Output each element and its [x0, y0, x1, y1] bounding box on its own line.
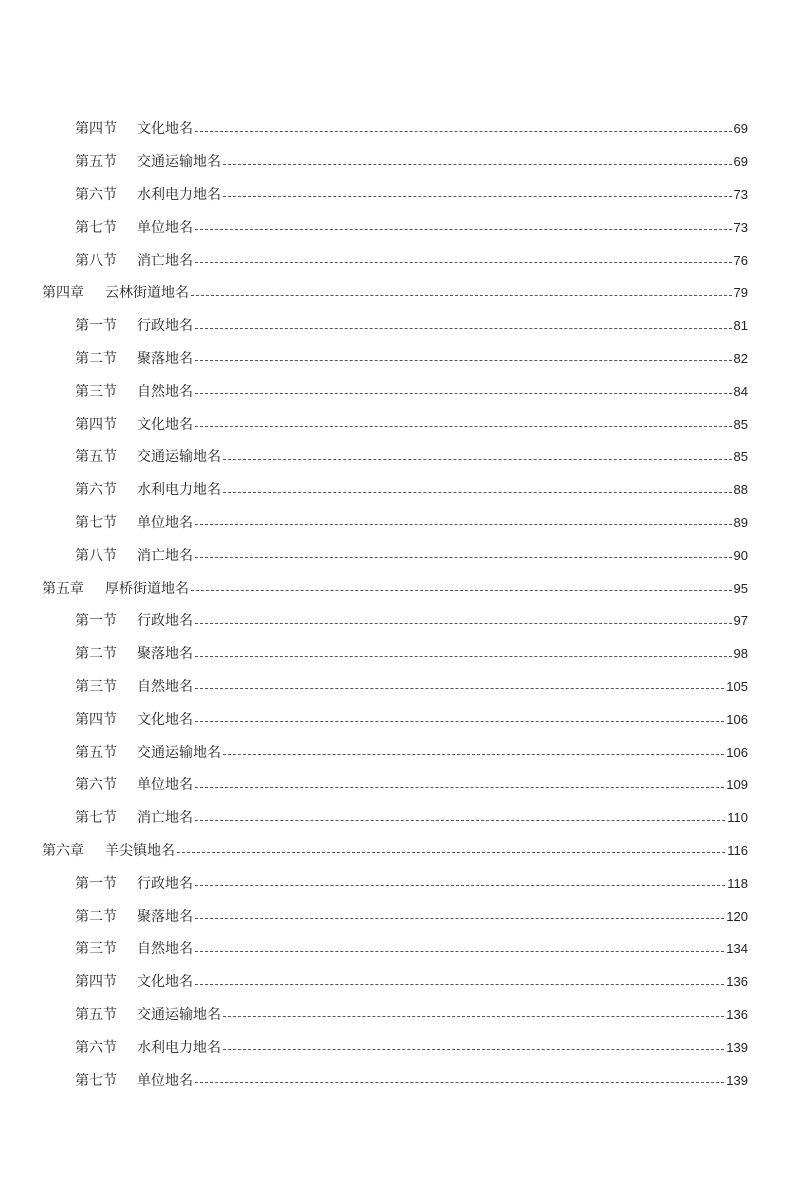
- toc-dot-leader: [191, 590, 732, 591]
- toc-entry-number: 第二节: [75, 646, 117, 663]
- toc-entry-number: 第三节: [75, 678, 117, 695]
- toc-section-entry: [0, 244, 800, 277]
- toc-entry-title: 消亡地名: [137, 810, 193, 827]
- toc-page-number: 76: [733, 252, 748, 268]
- toc-section-entry: [0, 474, 800, 507]
- toc-page-number: 89: [733, 514, 748, 530]
- toc-section-entry: [0, 605, 800, 638]
- toc-dot-leader: [223, 196, 732, 197]
- toc-entry-number: 第六章: [42, 842, 84, 859]
- toc-page-number: 69: [733, 154, 748, 170]
- toc-entry-title: 自然地名: [137, 941, 193, 958]
- toc-dot-leader: [223, 1016, 724, 1017]
- toc-entry-number: 第七节: [75, 810, 117, 827]
- toc-page-number: 85: [733, 416, 748, 432]
- toc-entry-title: 水利电力地名: [137, 482, 221, 499]
- toc-dot-leader: [195, 131, 732, 132]
- toc-entry-title: 厚桥街道地名: [105, 580, 189, 597]
- toc-entry-number: 第一节: [75, 613, 117, 630]
- toc-entry-title: 水利电力地名: [137, 1039, 221, 1056]
- toc-page-number: 109: [726, 777, 748, 793]
- toc-section-entry: [0, 113, 800, 146]
- toc-entry-number: 第八节: [75, 547, 117, 564]
- toc-entry-title: 云林街道地名: [105, 285, 189, 302]
- toc-chapter-entry: [0, 835, 800, 868]
- toc-section-entry: [0, 179, 800, 212]
- toc-page-number: 118: [727, 875, 748, 891]
- toc-section-entry: [0, 736, 800, 769]
- toc-entry-number: 第五节: [75, 1006, 117, 1023]
- toc-dot-leader: [223, 459, 732, 460]
- toc-entry-title: 文化地名: [137, 974, 193, 991]
- toc-entry-number: 第五章: [42, 580, 84, 597]
- toc-entry-number: 第七节: [75, 1072, 117, 1089]
- toc-page-number: 136: [726, 1006, 748, 1022]
- toc-entry-number: 第四节: [75, 121, 117, 138]
- toc-dot-leader: [195, 623, 732, 624]
- toc-entry-title: 自然地名: [137, 383, 193, 400]
- toc-dot-leader: [195, 393, 732, 394]
- toc-section-entry: [0, 671, 800, 704]
- toc-dot-leader: [223, 164, 732, 165]
- toc-dot-leader: [195, 360, 732, 361]
- table-of-contents: [0, 113, 800, 1097]
- toc-entry-title: 行政地名: [137, 875, 193, 892]
- toc-page-number: 134: [726, 941, 748, 957]
- toc-entry-number: 第二节: [75, 908, 117, 925]
- toc-section-entry: [0, 375, 800, 408]
- toc-dot-leader: [177, 852, 725, 853]
- toc-page-number: 105: [726, 678, 748, 694]
- toc-entry-title: 单位地名: [137, 1072, 193, 1089]
- toc-entry-title: 单位地名: [137, 777, 193, 794]
- toc-section-entry: [0, 900, 800, 933]
- toc-dot-leader: [195, 656, 732, 657]
- toc-section-entry: [0, 146, 800, 179]
- toc-entry-number: 第二节: [75, 350, 117, 367]
- toc-page-number: 85: [733, 449, 748, 465]
- toc-section-entry: [0, 1031, 800, 1064]
- toc-dot-leader: [223, 492, 732, 493]
- toc-section-entry: [0, 211, 800, 244]
- toc-entry-number: 第四节: [75, 974, 117, 991]
- toc-entry-number: 第六节: [75, 1039, 117, 1056]
- toc-entry-title: 聚落地名: [137, 646, 193, 663]
- toc-section-entry: [0, 933, 800, 966]
- toc-dot-leader: [223, 754, 724, 755]
- toc-entry-number: 第一节: [75, 318, 117, 335]
- toc-dot-leader: [195, 721, 724, 722]
- toc-entry-number: 第八节: [75, 252, 117, 269]
- toc-entry-number: 第五节: [75, 744, 117, 761]
- toc-section-entry: [0, 966, 800, 999]
- toc-dot-leader: [195, 787, 724, 788]
- toc-chapter-entry: [0, 277, 800, 310]
- toc-dot-leader: [191, 295, 732, 296]
- toc-page-number: 110: [727, 810, 748, 826]
- toc-dot-leader: [195, 820, 725, 821]
- toc-section-entry: [0, 769, 800, 802]
- toc-page-number: 98: [733, 646, 748, 662]
- toc-entry-title: 水利电力地名: [137, 186, 221, 203]
- toc-dot-leader: [195, 1082, 724, 1083]
- toc-entry-number: 第五节: [75, 154, 117, 171]
- toc-entry-title: 文化地名: [137, 121, 193, 138]
- toc-section-entry: [0, 507, 800, 540]
- toc-dot-leader: [195, 885, 725, 886]
- toc-dot-leader: [195, 984, 724, 985]
- toc-section-entry: [0, 441, 800, 474]
- toc-entry-title: 行政地名: [137, 613, 193, 630]
- toc-entry-number: 第五节: [75, 449, 117, 466]
- toc-entry-title: 消亡地名: [137, 252, 193, 269]
- toc-entry-number: 第六节: [75, 777, 117, 794]
- toc-dot-leader: [195, 262, 732, 263]
- toc-entry-title: 自然地名: [137, 678, 193, 695]
- toc-page-number: 90: [733, 547, 748, 563]
- toc-page-number: 84: [733, 383, 748, 399]
- toc-entry-title: 单位地名: [137, 219, 193, 236]
- toc-entry-title: 交通运输地名: [137, 744, 221, 761]
- toc-entry-title: 单位地名: [137, 514, 193, 531]
- toc-entry-number: 第七节: [75, 514, 117, 531]
- toc-section-entry: [0, 802, 800, 835]
- toc-entry-number: 第四章: [42, 285, 84, 302]
- toc-dot-leader: [195, 557, 732, 558]
- toc-dot-leader: [195, 229, 732, 230]
- toc-section-entry: [0, 638, 800, 671]
- toc-entry-number: 第七节: [75, 219, 117, 236]
- toc-entry-number: 第三节: [75, 383, 117, 400]
- toc-entry-title: 交通运输地名: [137, 1006, 221, 1023]
- toc-entry-number: 第三节: [75, 941, 117, 958]
- toc-entry-number: 第六节: [75, 186, 117, 203]
- toc-section-entry: [0, 999, 800, 1032]
- toc-dot-leader: [223, 1049, 724, 1050]
- toc-section-entry: [0, 408, 800, 441]
- toc-entry-title: 文化地名: [137, 711, 193, 728]
- toc-entry-title: 文化地名: [137, 416, 193, 433]
- toc-section-entry: [0, 310, 800, 343]
- toc-entry-number: 第六节: [75, 482, 117, 499]
- toc-page-number: 73: [733, 186, 748, 202]
- toc-entry-number: 第四节: [75, 711, 117, 728]
- toc-section-entry: [0, 703, 800, 736]
- toc-page-number: 79: [733, 285, 748, 301]
- toc-page-number: 69: [733, 121, 748, 137]
- toc-page-number: 73: [733, 219, 748, 235]
- toc-entry-title: 交通运输地名: [137, 449, 221, 466]
- toc-entry-number: 第一节: [75, 875, 117, 892]
- toc-dot-leader: [195, 918, 724, 919]
- toc-section-entry: [0, 539, 800, 572]
- toc-page-number: 120: [726, 908, 748, 924]
- toc-page-number: 95: [733, 580, 748, 596]
- toc-entry-title: 聚落地名: [137, 908, 193, 925]
- toc-entry-title: 交通运输地名: [137, 154, 221, 171]
- toc-dot-leader: [195, 524, 732, 525]
- toc-entry-title: 聚落地名: [137, 350, 193, 367]
- toc-dot-leader: [195, 426, 732, 427]
- toc-entry-title: 消亡地名: [137, 547, 193, 564]
- toc-dot-leader: [195, 688, 724, 689]
- toc-page-number: 136: [726, 974, 748, 990]
- toc-page-number: 97: [733, 613, 748, 629]
- toc-dot-leader: [195, 951, 724, 952]
- toc-page-number: 106: [726, 744, 748, 760]
- toc-page-number: 116: [727, 842, 748, 858]
- toc-page-number: 88: [733, 482, 748, 498]
- toc-page-number: 139: [726, 1072, 748, 1088]
- toc-entry-number: 第四节: [75, 416, 117, 433]
- toc-page-number: 139: [726, 1039, 748, 1055]
- toc-page-number: 82: [733, 350, 748, 366]
- toc-entry-title: 羊尖镇地名: [105, 842, 175, 859]
- toc-page-number: 81: [733, 318, 748, 334]
- toc-section-entry: [0, 343, 800, 376]
- toc-entry-title: 行政地名: [137, 318, 193, 335]
- toc-section-entry: [0, 1064, 800, 1097]
- toc-dot-leader: [195, 328, 732, 329]
- toc-section-entry: [0, 867, 800, 900]
- toc-page-number: 106: [726, 711, 748, 727]
- toc-chapter-entry: [0, 572, 800, 605]
